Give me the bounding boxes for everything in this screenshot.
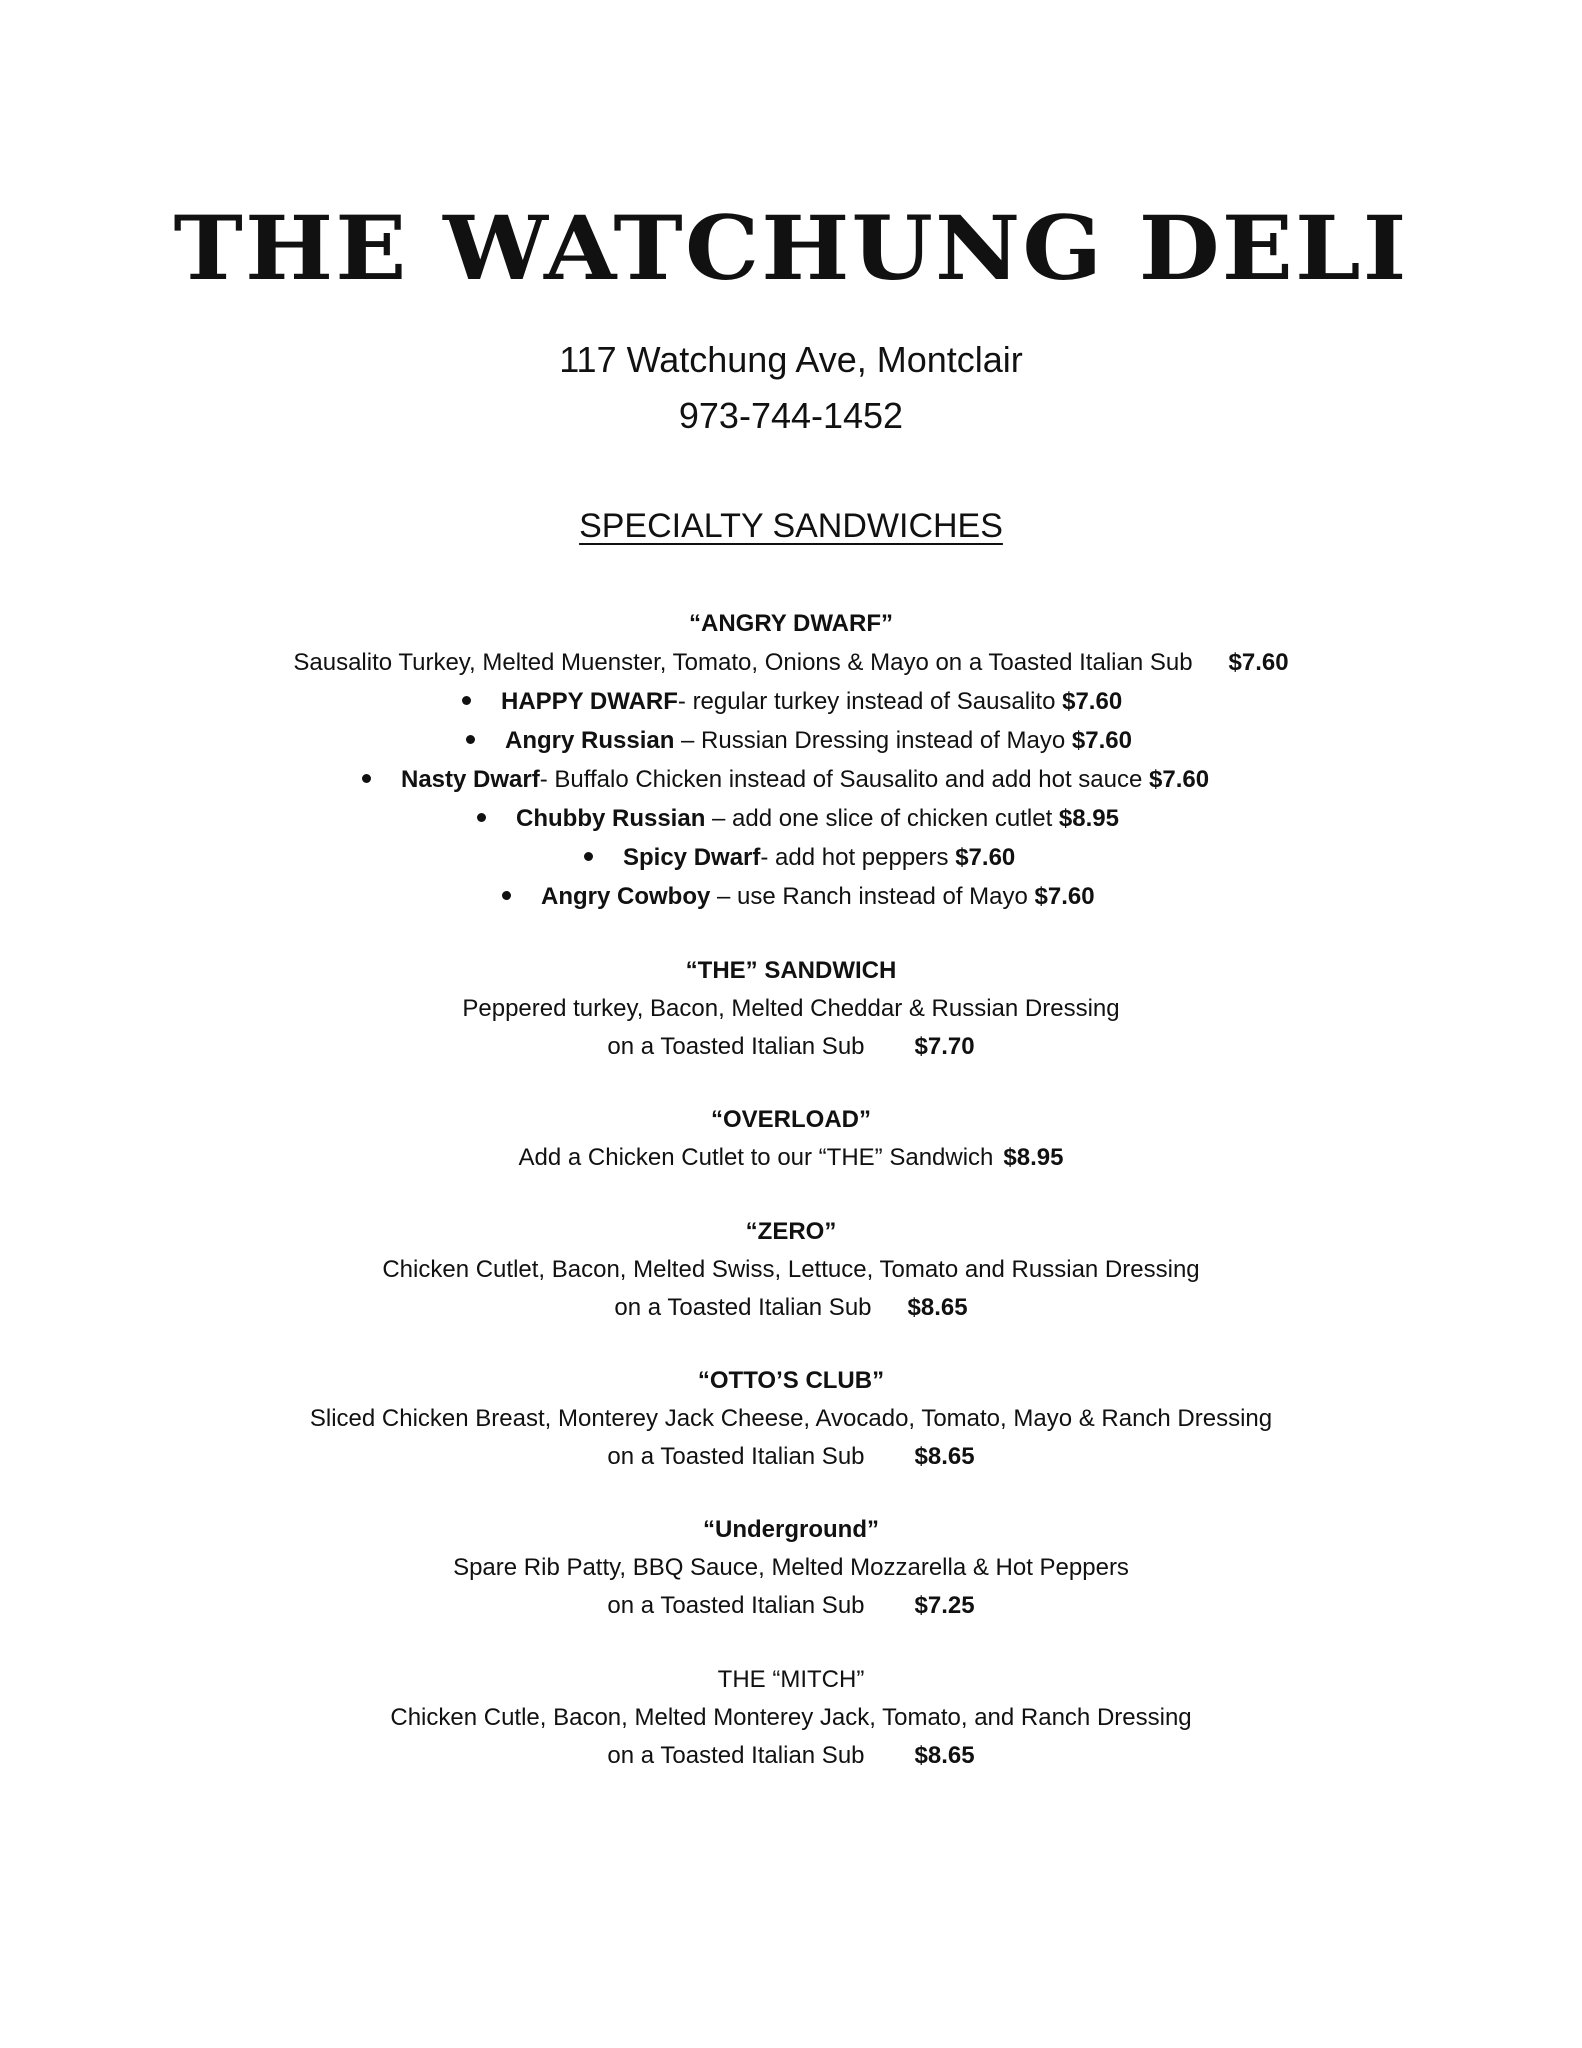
item-name-the-sandwich: “THE” SANDWICH <box>685 957 897 984</box>
variation-name: HAPPY DWARF <box>501 688 678 715</box>
section-title-text: SPECIALTY SANDWICHES <box>579 507 1003 545</box>
item-price: $8.65 <box>914 1443 975 1470</box>
item-description-the-sandwich: Peppered turkey, Bacon, Melted Cheddar & Russian Dressing <box>462 995 1120 1022</box>
variation-name: Angry Russian <box>505 727 675 754</box>
address: 117 Watchung Ave, Montclair <box>559 339 1023 380</box>
item-description-mitch: Chicken Cutle, Bacon, Melted Monterey Jack, Tomato, and Ranch Dressing <box>390 1704 1192 1731</box>
item-description-ottos-club: Sliced Chicken Breast, Monterey Jack Cheese, Avocado, Tomato, Mayo & Ranch Dressing <box>309 1405 1273 1432</box>
variation-price: $7.60 <box>1034 883 1095 910</box>
item-description-text: on a Toasted Italian Sub <box>607 1033 865 1060</box>
item-description-underground: Spare Rib Patty, BBQ Sauce, Melted Mozzarella & Hot Peppers <box>453 1554 1129 1581</box>
deli-title: THE WATCHUNG DELI <box>173 196 1409 300</box>
item-description-text: on a Toasted Italian Sub <box>607 1742 865 1769</box>
variation-text: - regular turkey instead of Sausalito <box>677 688 1063 715</box>
item-name-zero: “ZERO” <box>745 1218 837 1245</box>
item-name-underground: “Underground” <box>703 1516 879 1543</box>
item-description-text: on a Toasted Italian Sub <box>614 1294 872 1321</box>
bullet-icon <box>466 735 475 744</box>
variation-price: $7.60 <box>1062 688 1123 715</box>
variation-text: – Russian Dressing instead of Mayo <box>674 727 1072 754</box>
variation-price: $7.60 <box>1149 766 1210 793</box>
item-description-mitch-2 <box>0 1740 1582 1772</box>
variation-text: - Buffalo Chicken instead of Sausalito and add hot sauce <box>539 766 1150 793</box>
item-description-zero-2 <box>0 1292 1582 1324</box>
variation-chubby-russian <box>477 803 1119 835</box>
item-price: $8.65 <box>907 1294 968 1321</box>
item-price: $7.60 <box>1228 649 1289 676</box>
item-description-overload <box>0 1142 1582 1174</box>
item-description-text: Sausalito Turkey, Melted Muenster, Tomato, Onions & Mayo on a Toasted Italian Sub <box>293 649 1193 676</box>
bullet-icon <box>584 852 593 861</box>
item-price: $8.65 <box>914 1742 975 1769</box>
variation-text: – add one slice of chicken cutlet <box>705 805 1059 832</box>
item-price: $8.95 <box>1003 1144 1064 1171</box>
item-description-angry-dwarf <box>0 647 1582 679</box>
variation-happy-dwarf <box>462 686 1122 718</box>
item-name-mitch: THE “MITCH” <box>717 1666 865 1693</box>
variation-angry-cowboy <box>502 881 1095 913</box>
item-name-overload: “OVERLOAD” <box>710 1106 871 1133</box>
variation-spicy-dwarf <box>584 842 1015 874</box>
bullet-icon <box>477 813 486 822</box>
variation-price: $7.60 <box>1071 727 1132 754</box>
item-description-text: Add a Chicken Cutlet to our “THE” Sandwich <box>518 1144 994 1171</box>
item-name-angry-dwarf: “ANGRY DWARF” <box>689 610 893 637</box>
item-description-text: on a Toasted Italian Sub <box>607 1443 865 1470</box>
item-description-the-sandwich-2 <box>0 1031 1582 1063</box>
item-price: $7.25 <box>914 1592 975 1619</box>
variation-name: Spicy Dwarf <box>623 844 761 871</box>
variation-price: $7.60 <box>955 844 1016 871</box>
variation-text: – use Ranch instead of Mayo <box>710 883 1035 910</box>
item-description-zero: Chicken Cutlet, Bacon, Melted Swiss, Lettuce, Tomato and Russian Dressing <box>382 1256 1200 1283</box>
item-name-ottos-club: “OTTO’S CLUB” <box>697 1367 885 1394</box>
variation-price: $8.95 <box>1058 805 1119 832</box>
section-title <box>0 504 1582 548</box>
variation-name: Nasty Dwarf <box>401 766 540 793</box>
variation-text: - add hot peppers <box>760 844 956 871</box>
variation-name: Chubby Russian <box>516 805 706 832</box>
variation-angry-russian <box>466 725 1132 757</box>
item-description-underground-2 <box>0 1590 1582 1622</box>
item-description-ottos-club-2 <box>0 1441 1582 1473</box>
item-description-text: on a Toasted Italian Sub <box>607 1592 865 1619</box>
bullet-icon <box>502 891 511 900</box>
phone-number: 973-744-1452 <box>678 395 904 436</box>
item-price: $7.70 <box>914 1033 975 1060</box>
variation-nasty-dwarf <box>362 764 1209 796</box>
bullet-icon <box>362 774 371 783</box>
bullet-icon <box>462 696 471 705</box>
variation-name: Angry Cowboy <box>541 883 711 910</box>
